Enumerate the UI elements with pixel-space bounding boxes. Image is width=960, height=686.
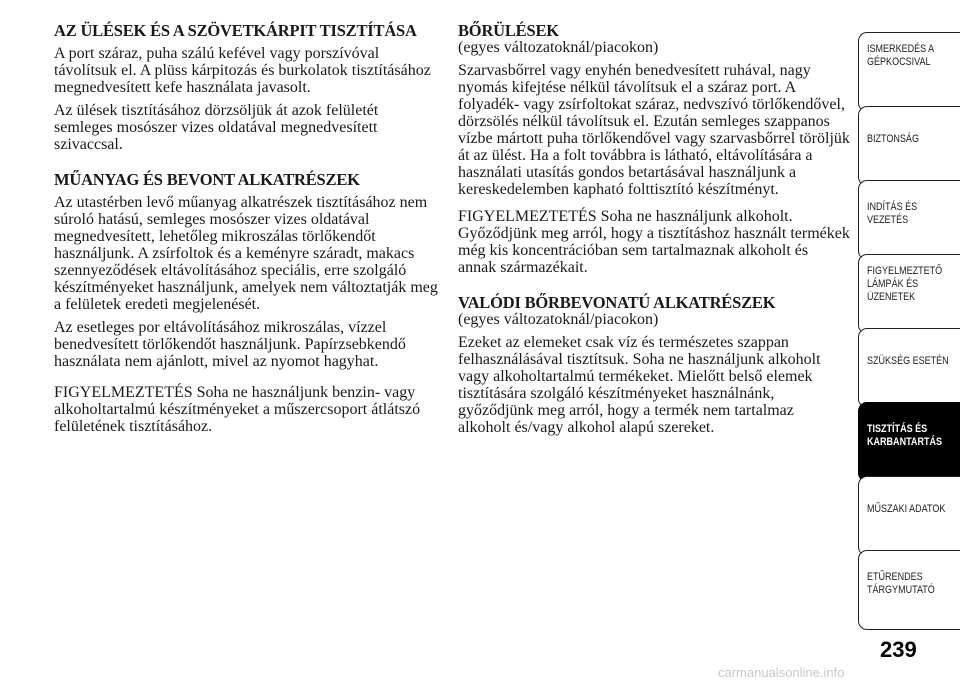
tab-label: ETŰRENDES <box>867 571 923 583</box>
paragraph: Az esetleges por eltávolításához mikroszálas, vízzel benedvesített törlőkendőt használjunk. Papírzsebkendő használata nem ajánlott, mivel az nyomot hagyhat. <box>54 319 406 370</box>
section-subtitle: (egyes változatoknál/piacokon) <box>458 39 659 56</box>
section-title-genuine-leather: VALÓDI BŐRBEVONATÚ ALKATRÉSZEK <box>458 293 776 312</box>
paragraph: A port száraz, puha szálú kefével vagy porszívóval távolítsuk el. A plüss kárpitozás és burkolatok tisztításához megnedvesített kefe használata javasolt. <box>54 45 431 96</box>
tab-safety[interactable] <box>858 106 960 186</box>
paragraph: Az utastérben levő műanyag alkatrészek tisztításához nem súroló hatású, semleges mosószer vizes oldatával megnedvesített, lehetőleg mikroszálas törlőkendőt használjunk. A zsírfoltok és a keményre száradt, makacs szennyeződések eltávolításához speciális, erre szolgáló készítményeket használjunk, amelyek nem változtatják meg a felületek eredeti megjelenését. <box>54 194 438 313</box>
warning-paragraph: FIGYELMEZTETÉS Soha ne használjunk benzin- vagy alkoholtartalmú készítményeket a műszercsoport átlátszó felületének tisztításához. <box>54 384 421 435</box>
tab-starting-driving[interactable] <box>858 180 960 260</box>
tab-technical-data[interactable] <box>858 476 960 556</box>
paragraph: Szarvasbőrrel vagy enyhén benedvesített ruhával, nagy nyomás kifejtése nélkül távolítsuk el a száraz port. A folyadék- vagy zsírfoltokat száraz, nedvszívó törlőkendővel, dörzsölés nélkül távolítsuk el. Ezután semleges szappanos vízbe mártott puha törlőkendővel vagy szarvasbőrrel töröljük át az ülést. Ha a folt továbbra is látható, eltávolítására a használati utasítás gondos betartásával használjunk a kereskedelemben kapható folttisztító készítményt. <box>458 62 850 198</box>
tab-emergency[interactable] <box>858 328 960 408</box>
tab-warning-lights[interactable] <box>858 254 960 334</box>
right-column <box>458 22 850 436</box>
tab-label: LÁMPÁK ÉS <box>867 278 919 290</box>
tab-label: MŰSZAKI ADATOK <box>867 503 946 515</box>
tab-label: VEZETÉS <box>867 214 909 226</box>
tab-label: ÜZENETEK <box>867 291 916 303</box>
left-column <box>54 22 440 435</box>
section-title-leather-seats: BŐRÜLÉSEK <box>458 21 559 40</box>
tab-label: INDÍTÁS ÉS <box>867 201 918 213</box>
paragraph: Ezeket az elemeket csak víz és természetes szappan felhasználásával tisztítsuk. Soha ne használjunk alkoholt vagy alkoholtartalmú termékeket. Mielőtt belső elemek tisztítására szolgáló készítményeket használnánk, győződjünk meg arról, hogy a termék nem tartalmaz alkoholt és/vagy alkohol alapú szereket. <box>458 334 821 436</box>
tab-label: TISZTÍTÁS ÉS <box>867 423 928 435</box>
tab-label: FIGYELMEZTETŐ <box>867 265 943 277</box>
section-title-plastic: MŰANYAG ÉS BEVONT ALKATRÉSZEK <box>54 170 360 189</box>
page-number: 239 <box>880 637 917 662</box>
tab-label: SZÜKSÉG ESETÉN <box>867 355 949 367</box>
tab-label: TÁRGYMUTATÓ <box>867 584 935 596</box>
tab-label: BIZTONSÁG <box>867 133 919 145</box>
tab-cleaning-maintenance[interactable] <box>858 402 960 482</box>
section-title-seats: AZ ÜLÉSEK ÉS A SZÖVETKÁRPIT TISZTÍTÁSA <box>54 21 417 40</box>
paragraph: Az ülések tisztításához dörzsöljük át azok felületét semleges mosószer vizes oldatával megnedvesített szivaccsal. <box>54 102 379 153</box>
tab-getting-to-know[interactable] <box>858 32 960 112</box>
watermark: carmanualsonline.info <box>718 665 845 680</box>
warning-paragraph: FIGYELMEZTETÉS Soha ne használjunk alkoholt. Győződjünk meg arról, hogy a tisztításhoz használt termékek még kis koncentrációban sem tartalmaznak alkoholt és annak származékait. <box>458 208 850 276</box>
section-subtitle: (egyes változatoknál/piacokon) <box>458 311 659 328</box>
tab-label: ISMERKEDÉS A <box>867 43 935 55</box>
tab-label: KARBANTARTÁS <box>867 436 943 448</box>
tab-label: GÉPKOCSIVAL <box>867 56 931 68</box>
tab-index[interactable] <box>858 550 960 630</box>
